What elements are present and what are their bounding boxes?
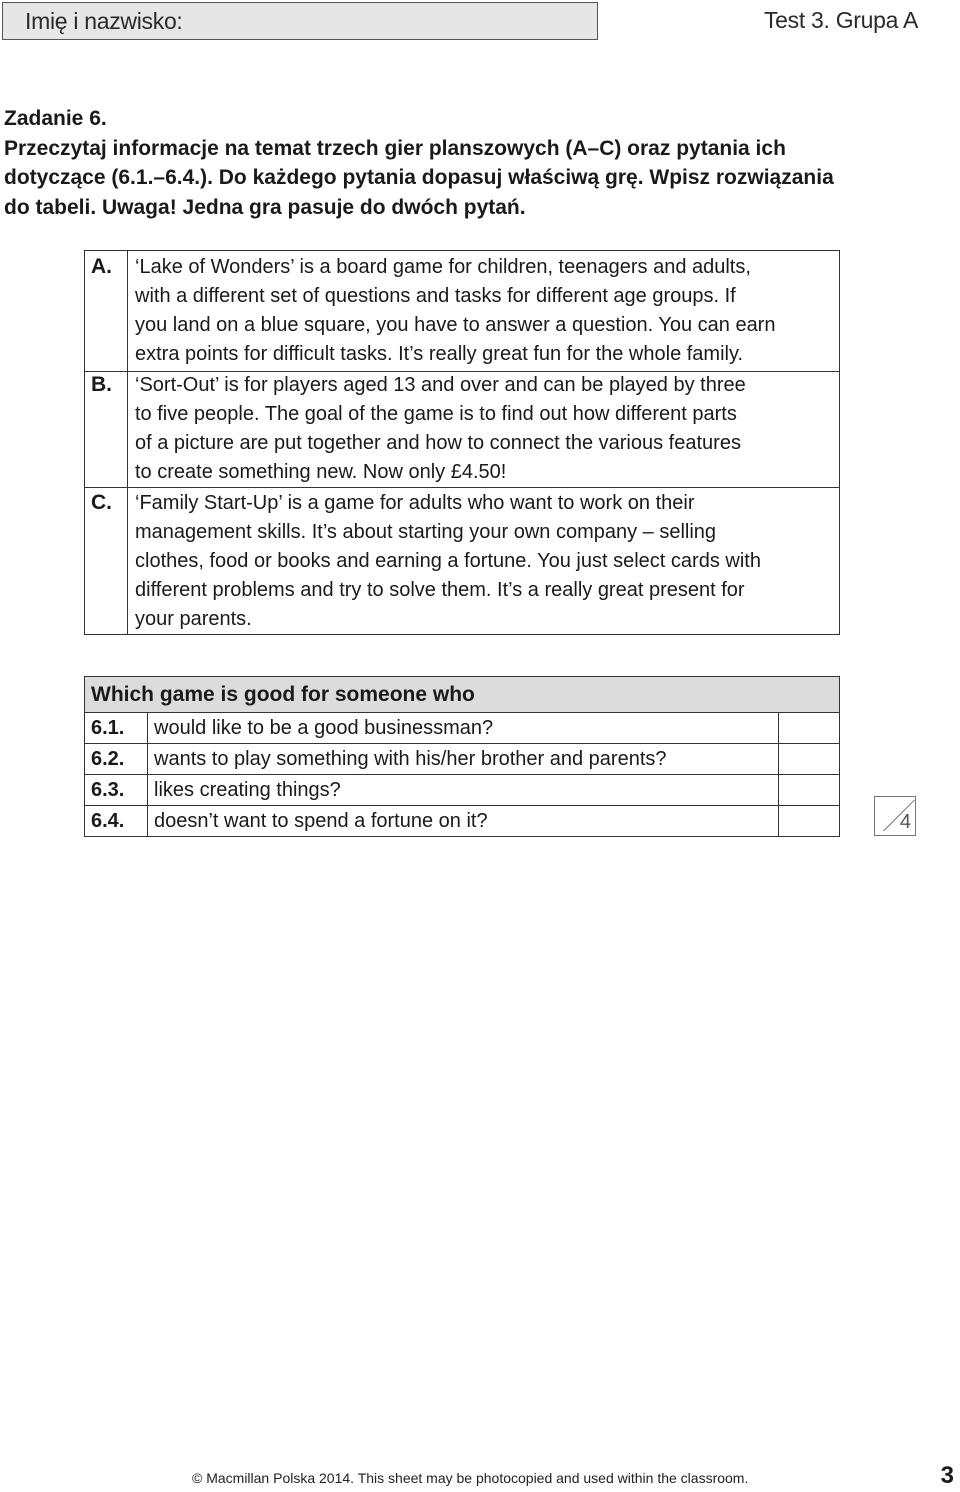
question-text: would like to be a good businessman?	[148, 713, 779, 744]
question-text: wants to play something with his/her brother and parents?	[148, 744, 779, 775]
game-letter-b: B.	[91, 373, 112, 396]
game-text-line: to five people. The goal of the game is to find out how different parts	[135, 403, 737, 425]
question-number: 6.2.	[85, 744, 148, 775]
name-label: Imię i nazwisko:	[25, 8, 183, 34]
game-text-line: ‘Lake of Wonders’ is a board game for children, teenagers and adults,	[135, 256, 751, 278]
questions-heading: Which game is good for someone who	[85, 677, 840, 713]
table-row	[85, 744, 840, 775]
game-letter-c: C.	[91, 491, 112, 514]
page-number: 3	[940, 1462, 954, 1489]
game-text-line: ‘Sort-Out’ is for players aged 13 and over and can be played by three	[135, 374, 746, 396]
question-number: 6.4.	[85, 806, 148, 837]
game-b-description	[135, 371, 835, 487]
game-text-line: ‘Family Start-Up’ is a game for adults who want to work on their	[135, 492, 695, 514]
test-group-label: Test 3. Grupa A	[763, 7, 918, 33]
question-number: 6.3.	[85, 775, 148, 806]
table-row	[85, 775, 840, 806]
game-text-line: management skills. It’s about starting your own company – selling	[135, 521, 717, 543]
game-letter-a: A.	[91, 255, 112, 278]
game-a-description	[135, 253, 835, 369]
instruction-line: Przeczytaj informacje na temat trzech gier planszowych (A–C) oraz pytania ich	[4, 136, 786, 160]
score-box[interactable]	[874, 796, 916, 836]
games-table	[84, 250, 840, 635]
game-text-line: different problems and try to solve them. It’s a really great present for	[135, 579, 745, 601]
questions-table	[84, 676, 840, 837]
instruction-line: do tabeli. Uwaga! Jedna gra pasuje do dwóch pytań.	[4, 195, 526, 219]
copyright-footer: © Macmillan Polska 2014. This sheet may be photocopied and used within the classroom.	[192, 1470, 749, 1486]
game-text-line: to create something new. Now only £4.50!	[135, 461, 507, 483]
answer-cell[interactable]	[779, 775, 840, 806]
game-text-line: extra points for difficult tasks. It’s really great fun for the whole family.	[135, 343, 744, 365]
question-text: likes creating things?	[148, 775, 779, 806]
table-row	[85, 713, 840, 744]
question-text: doesn’t want to spend a fortune on it?	[148, 806, 779, 837]
game-text-line: with a different set of questions and tasks for different age groups. If	[135, 285, 736, 307]
instruction-line: dotyczące (6.1.–6.4.). Do każdego pytania dopasuj właściwą grę. Wpisz rozwiązania	[4, 166, 834, 189]
question-number: 6.1.	[85, 713, 148, 744]
answer-cell[interactable]	[779, 713, 840, 744]
game-text-line: of a picture are put together and how to connect the various features	[135, 432, 741, 454]
answer-cell[interactable]	[779, 806, 840, 837]
task-instructions	[4, 104, 924, 222]
game-c-description	[135, 489, 835, 634]
table-row	[85, 806, 840, 837]
task-title: Zadanie 6.	[4, 107, 107, 130]
answer-cell[interactable]	[779, 744, 840, 775]
name-field[interactable]	[2, 2, 598, 40]
game-text-line: your parents.	[135, 608, 252, 630]
game-text-line: clothes, food or books and earning a fortune. You just select cards with	[135, 550, 761, 572]
game-text-line: you land on a blue square, you have to answer a question. You can earn	[135, 314, 776, 336]
score-max: 4	[899, 811, 911, 833]
